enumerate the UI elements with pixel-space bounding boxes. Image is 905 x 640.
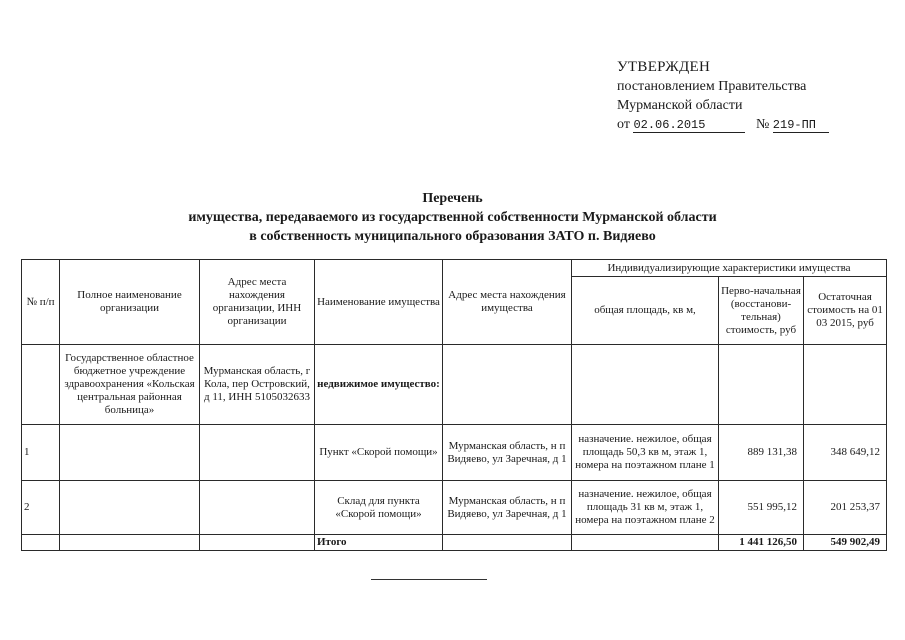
org-row-empty-2 (572, 345, 719, 425)
row-org-name (60, 425, 200, 481)
approval-number-prefix: № (755, 117, 770, 132)
row-property-address: Мурманская область, н п Видяево, ул Заречная, д 1 (443, 425, 572, 481)
table-row (22, 481, 887, 535)
document-title (0, 189, 905, 246)
approval-line-2: Мурманской области (617, 98, 743, 113)
org-row-empty-1 (443, 345, 572, 425)
row-area: назначение. нежилое, общая площадь 31 кв м, этаж 1, номера на поэтажном плане 2 (572, 481, 719, 535)
row-num: 2 (22, 481, 60, 535)
row-area: назначение. нежилое, общая площадь 50,3 кв м, этаж 1, номера на поэтажном плане 1 (572, 425, 719, 481)
approval-date: 02.06.2015 (633, 118, 745, 133)
header-area: общая площадь, кв м, (572, 277, 719, 345)
row-initial-cost: 889 131,38 (719, 425, 804, 481)
row-property-name: Склад для пункта «Скорой помощи» (315, 481, 443, 535)
table-row (22, 425, 887, 481)
header-org-address: Адрес места нахождения организации, ИНН организации (200, 260, 315, 345)
row-org-address (200, 481, 315, 535)
title-line-2: имущества, передаваемого из государственной собственности Мурманской области (188, 210, 717, 225)
total-empty-4 (443, 535, 572, 551)
approval-block (617, 58, 829, 134)
header-characteristics: Индивидуализирующие характеристики имущества (572, 260, 887, 277)
title-line-3: в собственность муниципального образования ЗАТО п. Видяево (249, 229, 656, 244)
total-row (22, 535, 887, 551)
row-initial-cost: 551 995,12 (719, 481, 804, 535)
header-org-name: Полное наименование организации (60, 260, 200, 345)
approval-line-1: постановлением Правительства (617, 79, 807, 94)
header-property-address: Адрес места нахождения имущества (443, 260, 572, 345)
total-empty-3 (200, 535, 315, 551)
header-row-1 (22, 260, 887, 277)
row-residual-cost: 201 253,37 (804, 481, 887, 535)
total-empty-2 (60, 535, 200, 551)
total-label: Итого (315, 535, 443, 551)
header-initial-cost: Перво-начальная (восстанови-тельная) стоимость, руб (719, 277, 804, 345)
total-empty-1 (22, 535, 60, 551)
row-org-address (200, 425, 315, 481)
approval-from-prefix: от (617, 117, 630, 132)
org-row-empty-4 (804, 345, 887, 425)
org-row-empty-3 (719, 345, 804, 425)
header-residual-cost: Остаточная стоимость на 01 03 2015, руб (804, 277, 887, 345)
header-num: № п/п (22, 260, 60, 345)
row-residual-cost: 348 649,12 (804, 425, 887, 481)
footer-divider (371, 579, 487, 580)
property-type-cell: недвижимое имущество: (315, 345, 443, 425)
title-line-1: Перечень (422, 191, 483, 206)
org-row-num (22, 345, 60, 425)
approved-heading: УТВЕРЖДЕН (617, 59, 711, 75)
row-num: 1 (22, 425, 60, 481)
approval-date-line (617, 115, 829, 134)
approval-number: 219-ПП (773, 118, 829, 133)
org-address-cell: Мурманская область, г Кола, пер Островский, д 11, ИНН 5105032633 (200, 345, 315, 425)
total-residual-cost: 549 902,49 (804, 535, 887, 551)
org-row (22, 345, 887, 425)
header-property-name: Наименование имущества (315, 260, 443, 345)
row-property-name: Пункт «Скорой помощи» (315, 425, 443, 481)
row-property-address: Мурманская область, н п Видяево, ул Заречная, д 1 (443, 481, 572, 535)
total-empty-5 (572, 535, 719, 551)
total-initial-cost: 1 441 126,50 (719, 535, 804, 551)
org-name-cell: Государственное областное бюджетное учреждение здравоохранения «Кольская центральная районная больница» (60, 345, 200, 425)
row-org-name (60, 481, 200, 535)
property-table (21, 259, 887, 551)
